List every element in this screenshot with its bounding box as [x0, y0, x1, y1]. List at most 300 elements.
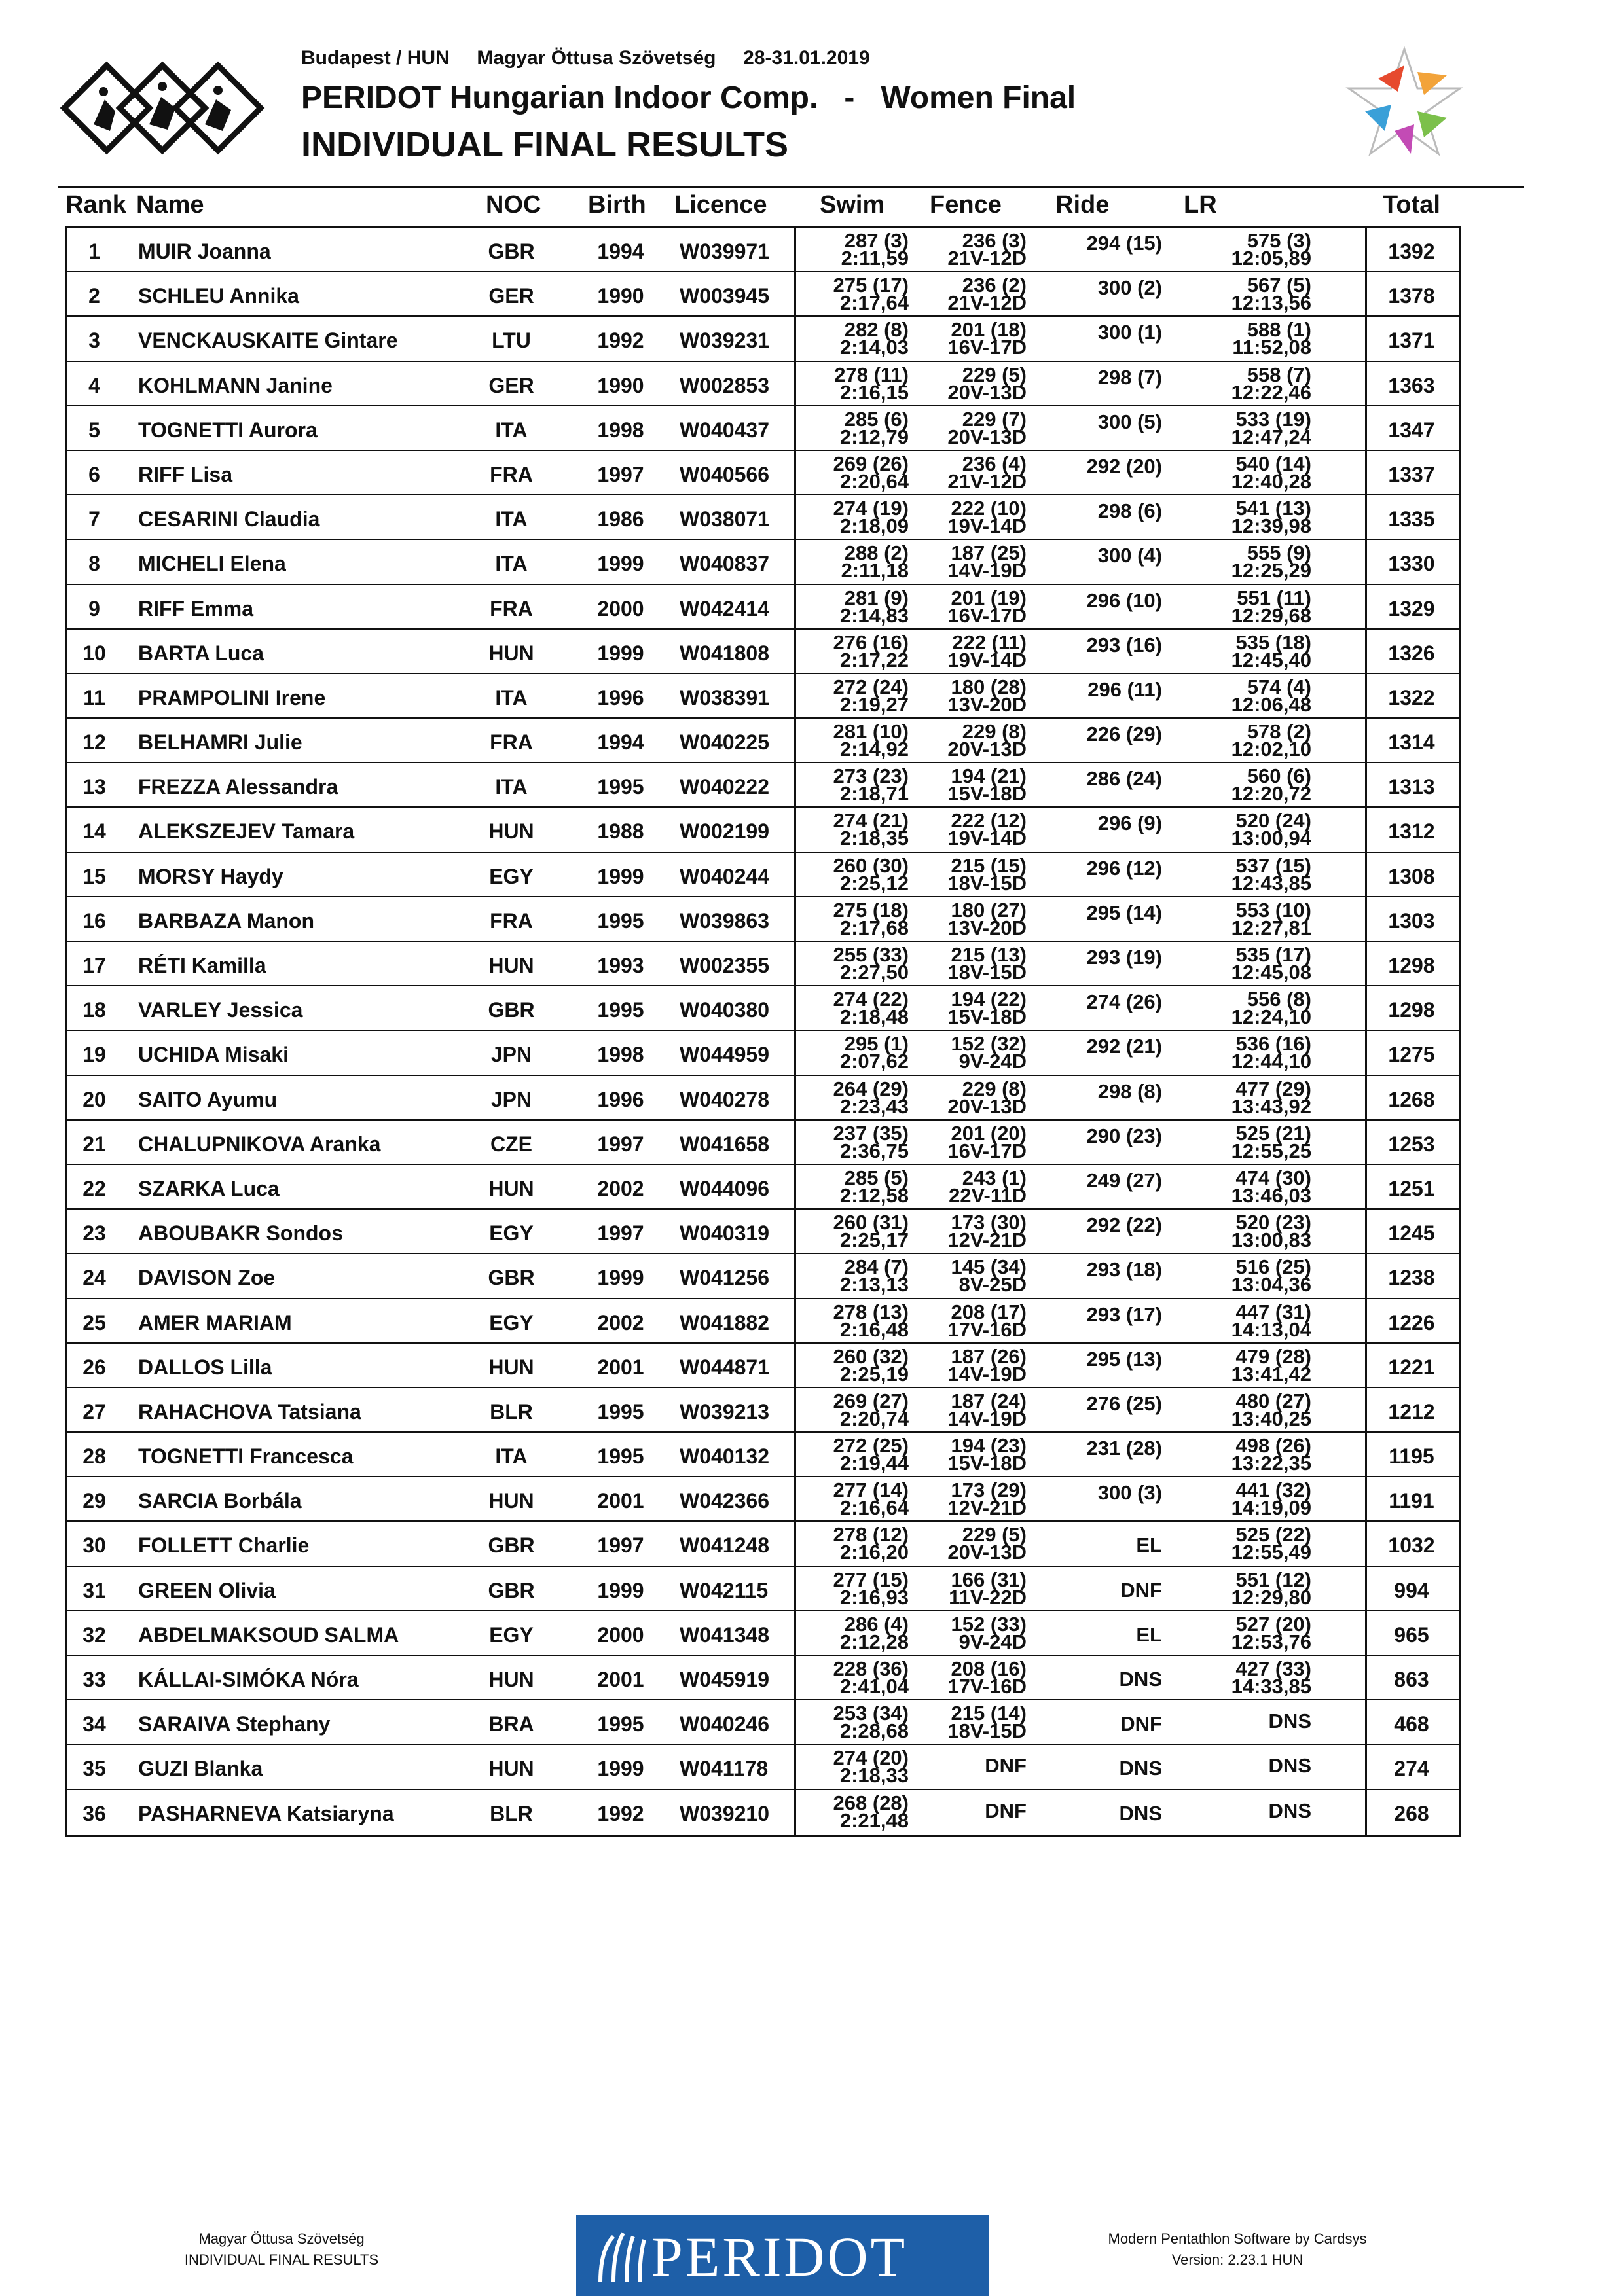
fence-cell	[912, 853, 1027, 895]
ride-cell: EL	[1136, 1534, 1162, 1557]
licence-cell: W042366	[680, 1489, 769, 1513]
total-cell: 1378	[1388, 284, 1435, 308]
swim-cell	[794, 630, 909, 672]
fence-cell	[912, 1612, 1027, 1653]
fence-cell-detail: 16V-17D	[947, 603, 1027, 627]
swim-cell-points: 272 (25)	[833, 1434, 909, 1458]
fence-cell-points: 201 (18)	[951, 318, 1027, 342]
rank-cell: 12	[82, 730, 106, 755]
licence-cell: W041178	[680, 1757, 769, 1781]
fence-cell	[912, 764, 1027, 806]
event-info: Budapest / HUN Magyar Öttusa Szövetség 28-31.01.2019	[301, 47, 870, 69]
swim-cell	[794, 898, 909, 939]
swim-cell-detail: 2:19,44	[839, 1452, 909, 1475]
fence-cell-points: 236 (2)	[962, 274, 1027, 297]
rank-cell: 25	[82, 1310, 106, 1335]
swim-cell	[794, 363, 909, 404]
fence-cell	[912, 630, 1027, 672]
lr-cell-points: 558 (7)	[1247, 363, 1311, 386]
rank-cell: 36	[82, 1801, 106, 1825]
rank-cell: 27	[82, 1399, 106, 1424]
lr-cell-points: 498 (26)	[1235, 1434, 1311, 1458]
fence-cell	[912, 1211, 1027, 1252]
noc-cell: FRA	[490, 462, 533, 486]
noc-cell: LTU	[492, 329, 531, 353]
noc-cell: HUN	[488, 819, 534, 844]
swim-cell-points: 253 (34)	[833, 1702, 909, 1725]
ride-cell: 293 (17)	[1086, 1302, 1162, 1326]
swim-cell-points: 228 (36)	[833, 1657, 909, 1680]
fence-cell-points: 222 (12)	[951, 809, 1027, 833]
noc-cell: GBR	[488, 1534, 535, 1558]
lr-cell-detail: 12:45,40	[1231, 648, 1311, 672]
table-row	[67, 1254, 1459, 1299]
athlete-name: RAHACHOVA Tatsiana	[138, 1399, 361, 1424]
total-cell: 1191	[1389, 1489, 1434, 1513]
rank-cell: 9	[88, 596, 100, 620]
swim-cell	[794, 809, 909, 850]
fence-cell-detail: 16V-17D	[947, 1139, 1027, 1162]
col-header-birth: Birth	[588, 191, 646, 219]
lr-cell	[1174, 1657, 1311, 1698]
ride-cell: DNS	[1119, 1757, 1162, 1780]
licence-cell: W041248	[680, 1534, 769, 1558]
swim-cell-detail: 2:18,48	[839, 1005, 909, 1029]
fence-cell-detail: 19V-14D	[947, 827, 1027, 850]
birth-cell: 2002	[597, 1176, 644, 1200]
rank-cell: 15	[82, 864, 106, 888]
lr-cell-points: 516 (25)	[1235, 1255, 1311, 1279]
rank-cell: 29	[82, 1489, 106, 1513]
licence-cell: W044871	[680, 1355, 769, 1379]
rank-cell: 5	[88, 418, 100, 442]
birth-cell: 1988	[597, 819, 644, 844]
fence-cell-points: 152 (32)	[951, 1032, 1027, 1056]
lr-cell	[1174, 720, 1311, 761]
rank-cell: 23	[82, 1221, 106, 1246]
fence-cell-points: 194 (21)	[951, 764, 1027, 788]
fence-cell-points: 194 (22)	[951, 988, 1027, 1011]
birth-cell: 1995	[597, 1712, 644, 1736]
ride-cell: DNF	[1120, 1578, 1162, 1602]
col-header-lr: LR	[1184, 191, 1217, 219]
swim-cell	[794, 1791, 909, 1832]
noc-cell: HUN	[488, 954, 534, 977]
birth-cell: 1995	[597, 908, 644, 933]
total-cell: 1268	[1388, 1087, 1435, 1111]
licence-cell: W040278	[680, 1087, 769, 1111]
swim-cell-points: 288 (2)	[844, 541, 909, 565]
lr-cell	[1174, 229, 1311, 270]
licence-cell: W003945	[680, 284, 769, 308]
fence-cell	[912, 274, 1027, 315]
licence-cell: W041658	[680, 1132, 769, 1156]
lr-cell	[1174, 1523, 1311, 1564]
footer-report-name: INDIVIDUAL FINAL RESULTS	[184, 2251, 379, 2268]
athlete-name: PRAMPOLINI Irene	[138, 685, 326, 709]
birth-cell: 1995	[597, 1444, 644, 1469]
fence-cell-points: 222 (10)	[951, 497, 1027, 520]
swim-cell-detail: 2:16,48	[839, 1318, 909, 1341]
total-cell: 274	[1394, 1757, 1429, 1781]
table-row	[67, 986, 1459, 1031]
total-cell: 1322	[1388, 685, 1435, 709]
lr-cell-detail: 13:46,03	[1231, 1183, 1311, 1207]
lr-cell-detail: 12:47,24	[1231, 425, 1311, 448]
rank-cell: 19	[82, 1043, 106, 1067]
lr-cell-points: 575 (3)	[1247, 229, 1311, 252]
lr-cell-points: 567 (5)	[1247, 274, 1311, 297]
swim-cell-points: 287 (3)	[844, 229, 909, 252]
licence-cell: W041808	[680, 641, 769, 665]
birth-cell: 1990	[597, 373, 644, 397]
total-cell: 1275	[1388, 1043, 1435, 1067]
birth-cell: 1995	[597, 1399, 644, 1424]
swim-cell-points: 255 (33)	[833, 943, 909, 966]
swim-cell-points: 295 (1)	[844, 1032, 909, 1056]
lr-cell-points: 474 (30)	[1235, 1166, 1311, 1189]
fence-cell-points: 180 (28)	[951, 675, 1027, 698]
fence-cell	[912, 1032, 1027, 1073]
fence-cell	[912, 943, 1027, 984]
swim-cell	[794, 1568, 909, 1609]
table-row	[67, 540, 1459, 584]
rank-cell: 8	[88, 552, 100, 576]
lr-cell	[1174, 809, 1311, 850]
licence-cell: W038391	[680, 685, 769, 709]
lr-cell-points: 551 (12)	[1235, 1568, 1311, 1591]
rank-cell: 6	[88, 462, 100, 486]
lr-cell-detail: 12:05,89	[1231, 247, 1311, 270]
rank-cell: 18	[82, 998, 106, 1022]
total-cell: 1195	[1389, 1444, 1434, 1469]
ride-cell: 296 (10)	[1086, 588, 1162, 612]
fence-cell-detail: 9V-24D	[958, 1050, 1027, 1073]
licence-cell: W038071	[680, 507, 769, 531]
lr-cell-points: 541 (13)	[1235, 497, 1311, 520]
swim-cell-detail: 2:17,68	[839, 916, 909, 939]
swim-cell	[794, 229, 909, 270]
athlete-name: VENCKAUSKAITE Gintare	[138, 329, 398, 353]
lr-cell-detail: 12:29,80	[1231, 1585, 1311, 1609]
fence-cell	[912, 988, 1027, 1029]
rank-cell: 31	[82, 1578, 106, 1602]
fence-cell: DNF	[985, 1754, 1027, 1778]
athlete-name: GUZI Blanka	[138, 1757, 263, 1781]
swim-cell	[794, 720, 909, 761]
fence-cell	[912, 1255, 1027, 1297]
lr-cell	[1174, 586, 1311, 627]
total-cell: 1253	[1388, 1132, 1435, 1156]
fence-cell-points: 229 (7)	[962, 407, 1027, 431]
noc-cell: BLR	[490, 1801, 533, 1825]
swim-cell-detail: 2:17,22	[839, 648, 909, 672]
birth-cell: 1999	[597, 641, 644, 665]
lr-cell-points: 479 (28)	[1235, 1344, 1311, 1368]
swim-cell	[794, 1077, 909, 1118]
athlete-name: TOGNETTI Aurora	[138, 418, 318, 442]
total-cell: 1298	[1388, 954, 1435, 977]
birth-cell: 1996	[597, 685, 644, 709]
ride-cell: 298 (6)	[1097, 499, 1162, 523]
table-row	[67, 1210, 1459, 1254]
total-cell: 1326	[1388, 641, 1435, 665]
swim-cell-points: 268 (28)	[833, 1791, 909, 1814]
lr-cell-detail: 14:33,85	[1231, 1675, 1311, 1698]
fence-cell-points: 145 (34)	[951, 1255, 1027, 1279]
swim-cell-points: 285 (5)	[844, 1166, 909, 1189]
fence-cell	[912, 363, 1027, 404]
swim-cell-detail: 2:25,19	[839, 1362, 909, 1386]
total-cell: 1032	[1388, 1534, 1435, 1558]
rank-cell: 20	[82, 1087, 106, 1111]
lr-cell	[1174, 1121, 1311, 1162]
lr-cell-points: 556 (8)	[1247, 988, 1311, 1011]
ride-cell: 295 (13)	[1086, 1347, 1162, 1371]
swim-cell	[794, 274, 909, 315]
lr-cell-points: 535 (17)	[1235, 943, 1311, 966]
ride-cell: 290 (23)	[1086, 1124, 1162, 1147]
lr-cell	[1174, 943, 1311, 984]
swim-cell-points: 282 (8)	[844, 318, 909, 342]
total-cell: 1371	[1388, 329, 1435, 353]
fence-cell	[912, 1479, 1027, 1520]
athlete-name: MICHELI Elena	[138, 552, 286, 576]
table-row	[67, 1299, 1459, 1344]
fence-cell-points: 194 (23)	[951, 1434, 1027, 1458]
fence-cell-detail: 14V-19D	[947, 1407, 1027, 1430]
ride-cell: 292 (20)	[1086, 454, 1162, 478]
lr-cell-detail: 14:13,04	[1231, 1318, 1311, 1341]
rank-cell: 26	[82, 1355, 106, 1379]
swim-cell	[794, 1211, 909, 1252]
athlete-name: RIFF Lisa	[138, 462, 233, 486]
swim-cell-detail: 2:18,71	[839, 782, 909, 806]
lr-cell	[1174, 1612, 1311, 1653]
birth-cell: 2001	[597, 1355, 644, 1379]
lr-cell	[1174, 988, 1311, 1029]
lr-cell-points: 574 (4)	[1247, 675, 1311, 698]
noc-cell: FRA	[490, 730, 533, 755]
noc-cell: GBR	[488, 1578, 535, 1602]
birth-cell: 1993	[597, 954, 644, 977]
rank-cell: 3	[88, 329, 100, 353]
lr-cell	[1174, 497, 1311, 538]
birth-cell: 1997	[597, 1132, 644, 1156]
ride-cell: 294 (15)	[1086, 232, 1162, 255]
total-cell: 1347	[1388, 418, 1435, 442]
lr-cell-points: 535 (18)	[1235, 630, 1311, 654]
noc-cell: HUN	[488, 1668, 534, 1691]
rank-cell: 24	[82, 1266, 106, 1290]
total-cell: 1335	[1388, 507, 1435, 531]
lr-cell-detail: 12:40,28	[1231, 469, 1311, 493]
noc-cell: BLR	[490, 1399, 533, 1424]
rank-cell: 11	[83, 685, 105, 709]
swim-cell-detail: 2:14,83	[839, 603, 909, 627]
lr-cell: DNS	[1268, 1799, 1311, 1822]
athlete-name: CESARINI Claudia	[138, 507, 320, 531]
birth-cell: 1998	[597, 418, 644, 442]
ride-cell: 286 (24)	[1086, 767, 1162, 791]
fence-cell-points: 236 (4)	[962, 452, 1027, 475]
lr-cell-detail: 12:43,85	[1231, 871, 1311, 895]
lr-cell-points: 525 (22)	[1235, 1523, 1311, 1547]
table-row	[67, 1611, 1459, 1656]
rank-cell: 28	[82, 1444, 106, 1469]
fence-cell-points: 152 (33)	[951, 1612, 1027, 1636]
table-row	[67, 1700, 1459, 1745]
col-header-noc: NOC	[486, 191, 541, 219]
fence-cell-detail: 19V-14D	[947, 648, 1027, 672]
noc-cell: ITA	[495, 775, 528, 799]
header-divider	[58, 186, 1524, 188]
swim-cell-detail: 2:14,92	[839, 738, 909, 761]
rank-cell: 17	[82, 954, 106, 977]
swim-cell-detail: 2:12,79	[839, 425, 909, 448]
rank-cell: 16	[82, 908, 106, 933]
fence-cell-detail: 15V-18D	[947, 782, 1027, 806]
lr-cell-points: 520 (24)	[1235, 809, 1311, 833]
swim-cell-detail: 2:20,64	[839, 469, 909, 493]
fence-cell	[912, 1389, 1027, 1430]
licence-cell: W041882	[680, 1310, 769, 1335]
swim-cell	[794, 407, 909, 448]
lr-cell: DNS	[1268, 1754, 1311, 1778]
swim-cell-detail: 2:16,93	[839, 1585, 909, 1609]
swim-cell-detail: 2:21,48	[839, 1808, 909, 1832]
total-cell: 1392	[1388, 240, 1435, 263]
ride-cell: 296 (11)	[1087, 677, 1162, 701]
noc-cell: FRA	[490, 596, 533, 620]
fence-cell: DNF	[985, 1799, 1027, 1822]
lr-cell-points: 551 (11)	[1237, 586, 1311, 609]
fence-cell-detail: 20V-13D	[947, 425, 1027, 448]
col-header-ride: Ride	[1055, 191, 1110, 219]
swim-cell	[794, 1657, 909, 1698]
fence-cell	[912, 541, 1027, 583]
fence-cell-detail: 20V-13D	[947, 380, 1027, 404]
swim-cell-points: 277 (15)	[833, 1568, 909, 1591]
licence-cell: W040566	[680, 462, 769, 486]
athlete-name: ABOUBAKR Sondos	[138, 1221, 343, 1246]
fence-cell	[912, 675, 1027, 716]
ride-cell: EL	[1136, 1623, 1162, 1646]
birth-cell: 1999	[597, 1757, 644, 1781]
noc-cell: JPN	[490, 1043, 532, 1067]
fence-cell-detail: 8V-25D	[958, 1273, 1027, 1297]
lr-cell-points: 555 (9)	[1247, 541, 1311, 565]
licence-cell: W002355	[680, 954, 769, 977]
swim-cell-detail: 2:27,50	[839, 961, 909, 984]
fence-cell-points: 187 (26)	[951, 1344, 1027, 1368]
noc-cell: EGY	[489, 864, 534, 888]
athlete-name: UCHIDA Misaki	[138, 1043, 289, 1067]
lr-cell-detail: 12:39,98	[1231, 514, 1311, 538]
fence-cell	[912, 1657, 1027, 1698]
col-header-rank: Rank	[65, 191, 126, 219]
athlete-name: SZARKA Luca	[138, 1176, 280, 1200]
licence-cell: W040246	[680, 1712, 769, 1736]
licence-cell: W044096	[680, 1176, 769, 1200]
licence-cell: W002199	[680, 819, 769, 844]
fence-cell	[912, 1121, 1027, 1162]
swim-cell-detail: 2:18,09	[839, 514, 909, 538]
ride-cell: 300 (4)	[1097, 544, 1162, 567]
lr-cell-detail: 12:02,10	[1231, 738, 1311, 761]
footer-software-name: Modern Pentathlon Software by Cardsys	[1108, 2231, 1367, 2247]
lr-cell	[1174, 274, 1311, 315]
swim-cell	[794, 1702, 909, 1743]
lr-cell	[1174, 318, 1311, 359]
birth-cell: 1995	[597, 775, 644, 799]
birth-cell: 1998	[597, 1043, 644, 1067]
fence-cell-points: 180 (27)	[951, 898, 1027, 922]
licence-cell: W040222	[680, 775, 769, 799]
swim-cell-points: 281 (10)	[833, 720, 909, 744]
swim-cell	[794, 541, 909, 583]
fence-cell-points: 215 (14)	[951, 1702, 1027, 1725]
athlete-name: DAVISON Zoe	[138, 1266, 276, 1290]
total-cell: 1238	[1388, 1266, 1435, 1290]
lr-cell	[1174, 1211, 1311, 1252]
fence-cell	[912, 1523, 1027, 1564]
lr-cell-points: 578 (2)	[1247, 720, 1311, 744]
birth-cell: 2000	[597, 1623, 644, 1647]
swim-cell-points: 260 (32)	[833, 1344, 909, 1368]
licence-cell: W045919	[680, 1668, 769, 1691]
fence-cell-detail: 19V-14D	[947, 514, 1027, 538]
birth-cell: 1997	[597, 1221, 644, 1246]
table-row	[67, 585, 1459, 630]
swim-cell-points: 275 (18)	[833, 898, 909, 922]
fence-cell-points: 243 (1)	[962, 1166, 1027, 1189]
licence-cell: W040225	[680, 730, 769, 755]
swim-cell-points: 272 (24)	[833, 675, 909, 698]
swim-cell	[794, 1166, 909, 1207]
swim-cell-detail: 2:23,43	[839, 1094, 909, 1118]
rank-cell: 22	[82, 1176, 106, 1200]
fence-cell	[912, 1300, 1027, 1341]
ride-cell: 298 (8)	[1097, 1079, 1162, 1103]
total-cell: 1308	[1388, 864, 1435, 888]
noc-cell: JPN	[490, 1087, 532, 1111]
noc-cell: ITA	[495, 552, 528, 576]
fence-cell	[912, 452, 1027, 493]
birth-cell: 1986	[597, 507, 644, 531]
total-cell: 1303	[1388, 908, 1435, 933]
table-row	[67, 674, 1459, 719]
col-header-licence: Licence	[674, 191, 767, 219]
swim-cell	[794, 853, 909, 895]
licence-cell: W040244	[680, 864, 769, 888]
total-cell: 1314	[1388, 730, 1435, 755]
noc-cell: EGY	[489, 1221, 534, 1246]
swim-cell-detail: 2:25,17	[839, 1229, 909, 1252]
swim-cell-points: 260 (31)	[833, 1211, 909, 1234]
lr-cell	[1174, 898, 1311, 939]
total-cell: 1298	[1388, 998, 1435, 1022]
birth-cell: 1992	[597, 329, 644, 353]
noc-cell: EGY	[489, 1310, 534, 1335]
swim-cell-points: 285 (6)	[844, 407, 909, 431]
swim-cell-detail: 2:18,33	[839, 1764, 909, 1787]
fence-cell	[912, 1434, 1027, 1475]
table-row	[67, 1388, 1459, 1433]
fence-cell-detail: 14V-19D	[947, 559, 1027, 583]
table-row	[67, 1745, 1459, 1789]
rank-cell: 30	[82, 1534, 106, 1558]
